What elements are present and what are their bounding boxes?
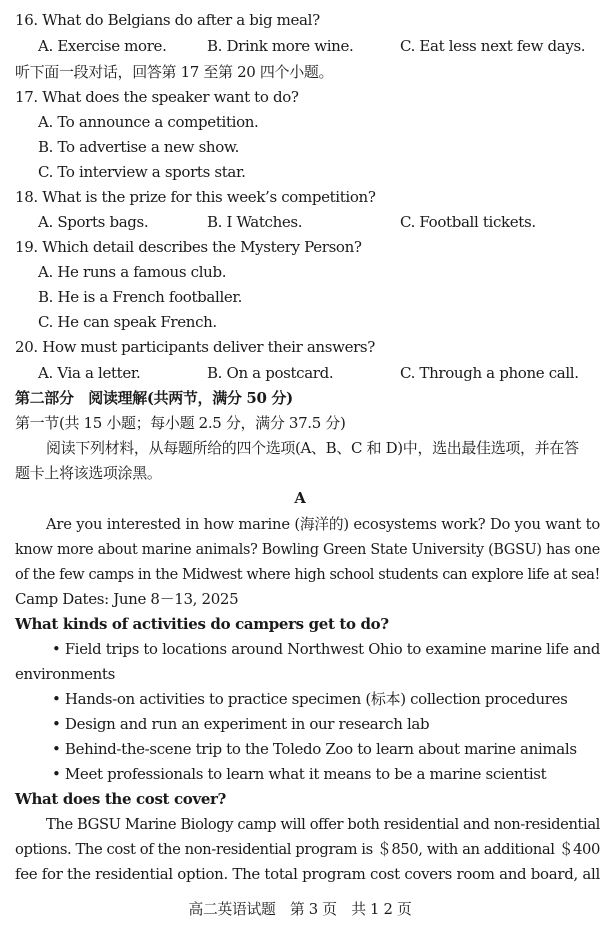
question-19-option-b: B. He is a French footballer.: [38, 288, 243, 306]
question-20-option-a: A. Via a letter.: [38, 364, 141, 382]
question-17-option-a: A. To announce a competition.: [38, 113, 259, 131]
question-16-stem: 16. What do Belgians do after a big meal?: [15, 11, 320, 29]
activity-item-2: • Hands-on activities to practice specimen (标本) collection procedures: [52, 690, 568, 708]
activity-item-1-line-2: environments: [15, 665, 115, 683]
activities-heading: What kinds of activities do campers get to do?: [15, 615, 389, 633]
passage-intro-line-1: Are you interested in how marine (海洋的) ecosystems work? Do you want to: [46, 515, 600, 533]
question-17-option-c: C. To interview a sports star.: [38, 163, 246, 181]
reading-instruction-line-1: 阅读下列材料，从每题所给的四个选项(A、B、C 和 D)中，选出最佳选项，并在答: [46, 439, 579, 457]
question-19-option-c: C. He can speak French.: [38, 313, 217, 331]
activity-item-5: • Meet professionals to learn what it means to be a marine scientist: [52, 765, 547, 783]
cost-line-1: The BGSU Marine Biology camp will offer both residential and non-residential: [46, 815, 600, 833]
camp-dates: Camp Dates: June 8－13, 2025: [15, 590, 239, 608]
activity-item-4: • Behind-the-scene trip to the Toledo Zoo to learn about marine animals: [52, 740, 577, 758]
cost-line-2: options. The cost of the non-residential program is ＄850, with an additional ＄400: [15, 840, 600, 858]
cost-heading: What does the cost cover?: [15, 790, 226, 808]
passage-label: A: [294, 489, 306, 507]
question-20-option-b: B. On a postcard.: [207, 364, 334, 382]
question-19-option-a: A. He runs a famous club.: [38, 263, 227, 281]
question-18-option-a: A. Sports bags.: [38, 213, 149, 231]
passage-intro-line-2: know more about marine animals? Bowling Green State University (BGSU) has one: [15, 540, 601, 558]
question-16-option-c: C. Eat less next few days.: [400, 37, 586, 55]
question-18-option-c: C. Football tickets.: [400, 213, 536, 231]
activity-item-1-line-1: • Field trips to locations around Northwest Ohio to examine marine life and: [52, 640, 601, 658]
question-19-stem: 19. Which detail describes the Mystery Person?: [15, 238, 362, 256]
question-16-option-a: A. Exercise more.: [38, 37, 167, 55]
question-17-stem: 17. What does the speaker want to do?: [15, 88, 299, 106]
question-20-stem: 20. How must participants deliver their answers?: [15, 338, 375, 356]
passage-intro-line-3: of the few camps in the Midwest where high school students can explore life at sea!: [15, 565, 600, 583]
question-17-option-b: B. To advertise a new show.: [38, 138, 240, 156]
part-2-title: 第二部分 阅读理解(共两节，满分 50 分): [15, 389, 293, 407]
question-20-option-c: C. Through a phone call.: [400, 364, 579, 382]
section-1-title: 第一节(共 15 小题；每小题 2.5 分，满分 37.5 分): [15, 414, 346, 432]
reading-instruction-line-2: 题卡上将该选项涂黑。: [15, 464, 162, 482]
activity-item-3: • Design and run an experiment in our research lab: [52, 715, 430, 733]
cost-line-3: fee for the residential option. The total program cost covers room and board, all: [15, 865, 601, 883]
page-footer: 高二英语试题 第 3 页 共 1 2 页: [188, 900, 412, 918]
question-16-option-b: B. Drink more wine.: [207, 37, 354, 55]
question-18-option-b: B. I Watches.: [207, 213, 303, 231]
question-18-stem: 18. What is the prize for this week’s competition?: [15, 188, 376, 206]
listening-instruction: 听下面一段对话，回答第 17 至第 20 四个小题。: [15, 63, 334, 81]
